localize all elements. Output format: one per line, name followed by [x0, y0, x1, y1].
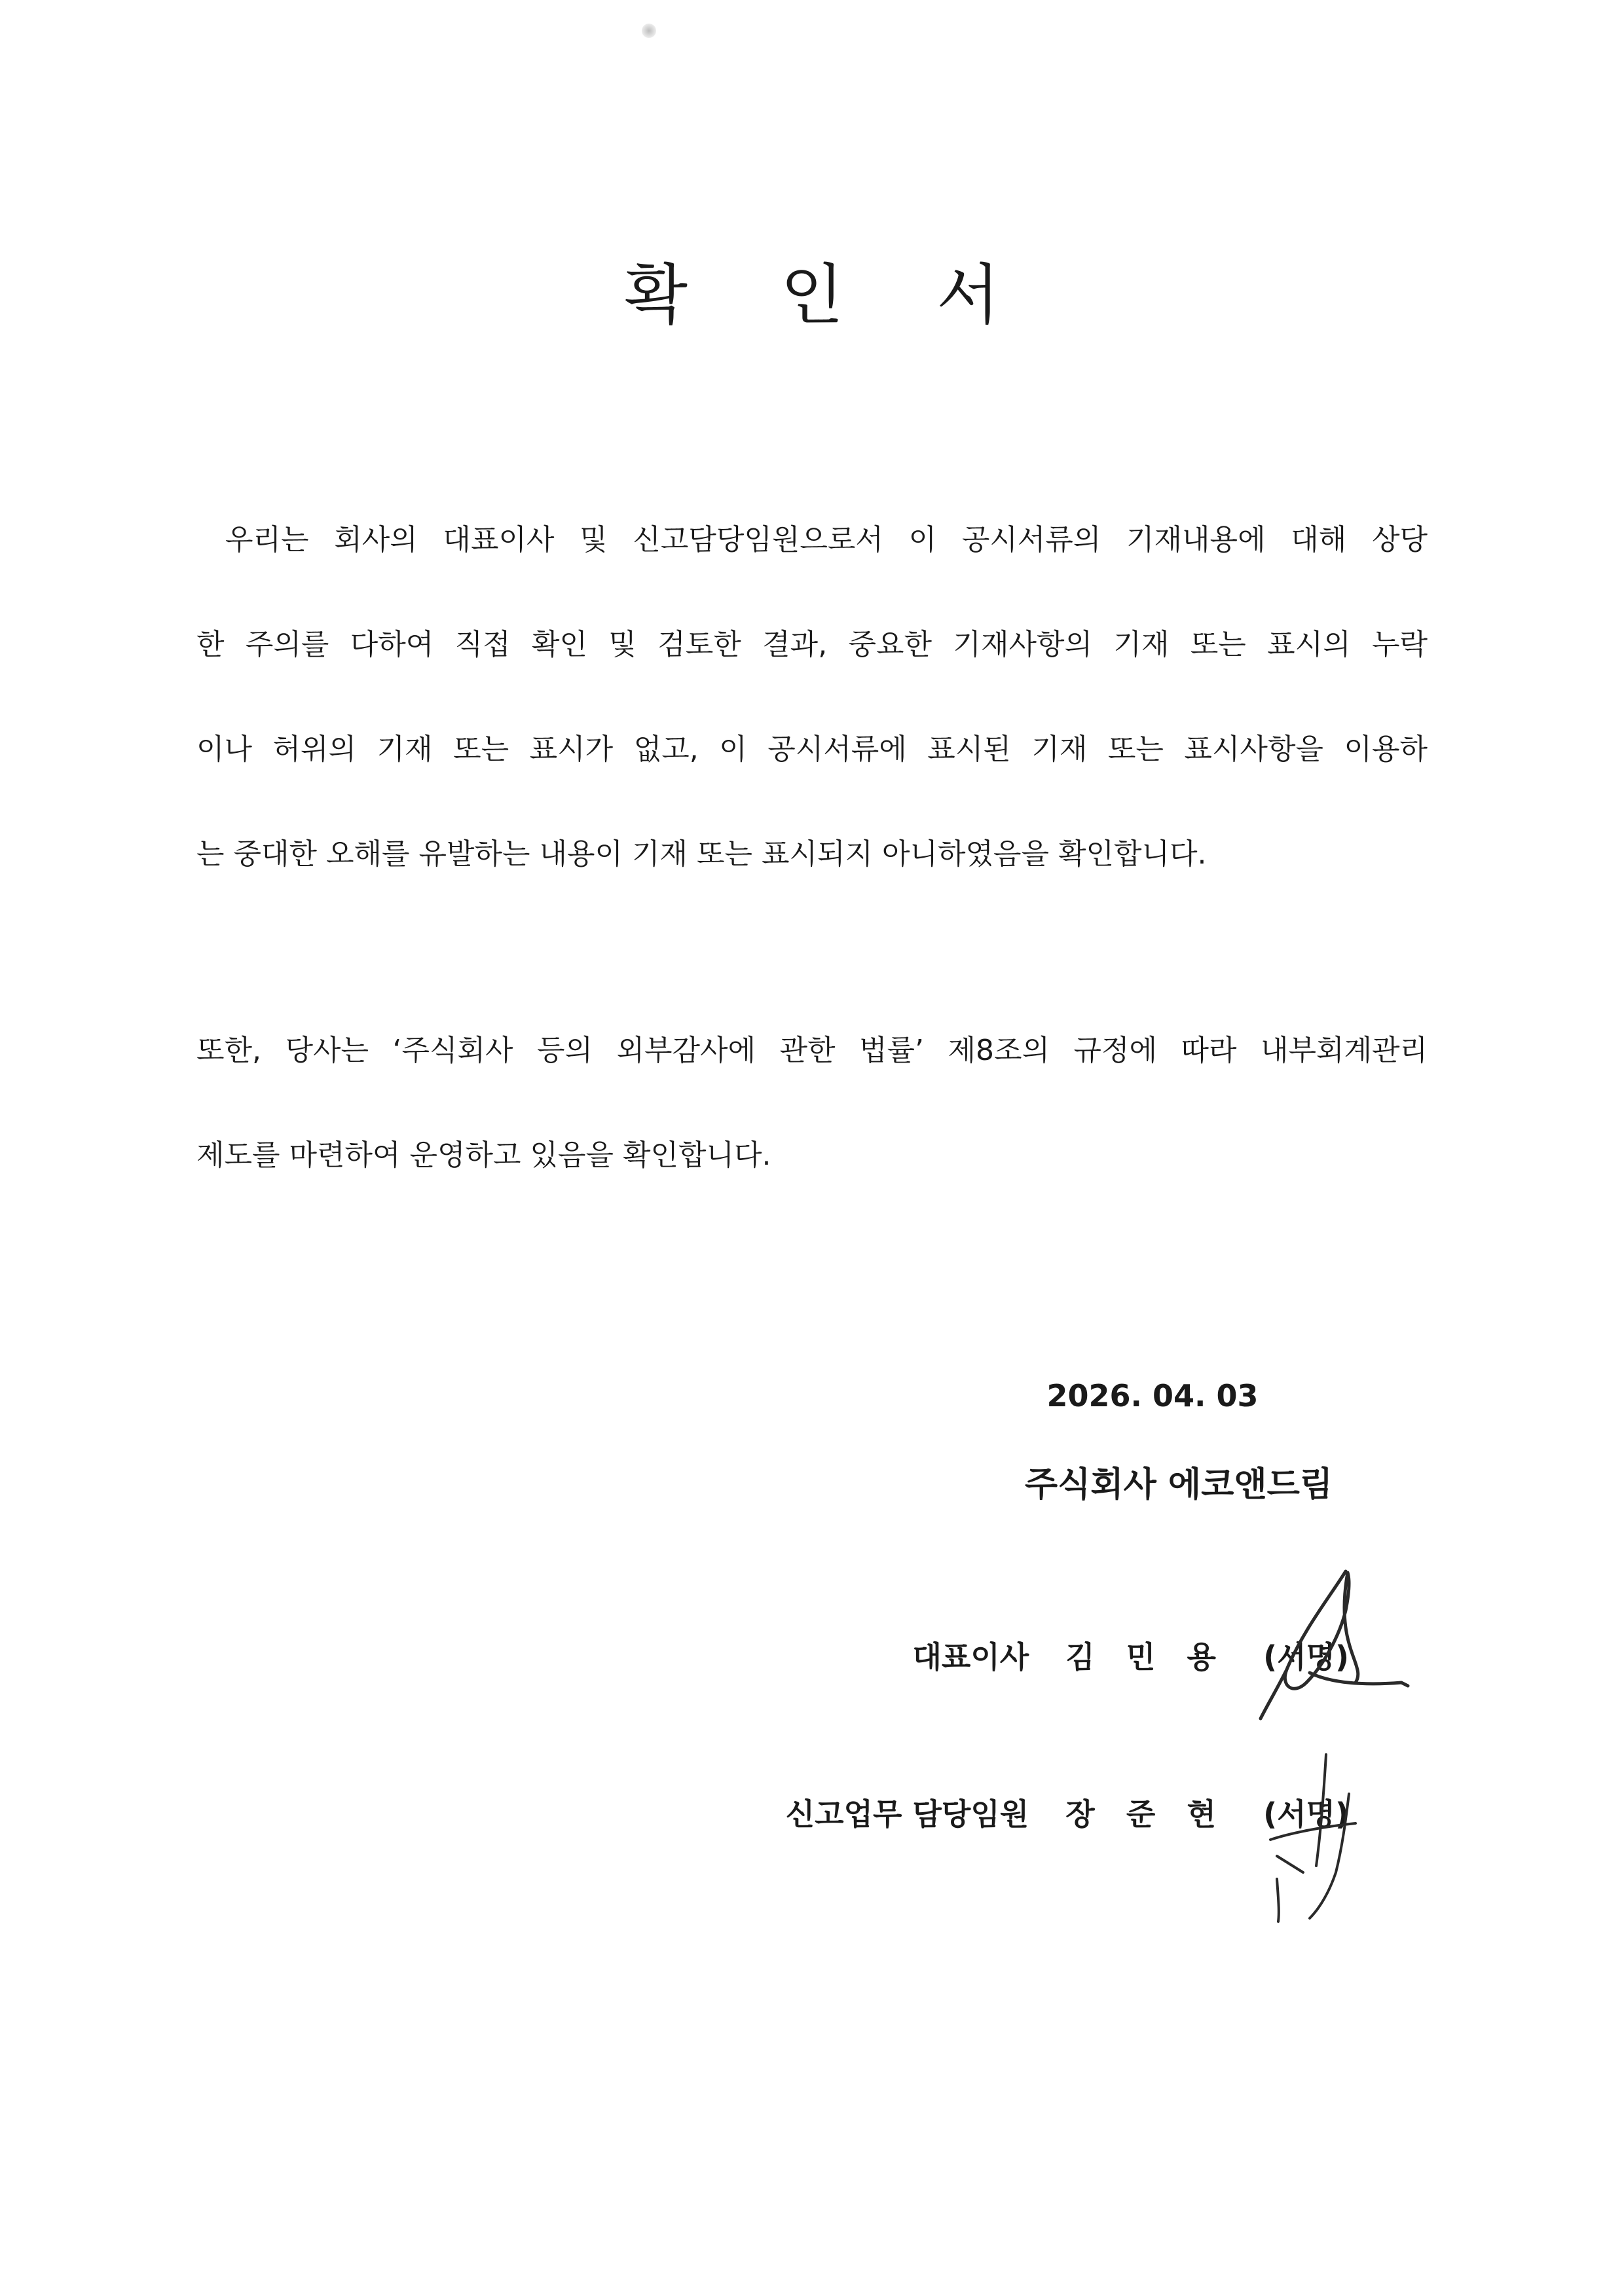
scan-speck [642, 24, 656, 38]
paragraph-line: 우리는 회사의 대표이사 및 신고담당임원으로서 이 공시서류의 기재내용에 대해 상당 [225, 523, 1428, 556]
company-name: 주식회사 에코앤드림 [1024, 1465, 1333, 1504]
paragraph-confirmation [196, 488, 1428, 907]
signature-label: (서명) [1263, 1639, 1349, 1675]
paragraph-line: 제도를 마련하여 운영하고 있음을 확인합니다. [196, 1139, 771, 1172]
signer-role: 신고업무 담당임원 [785, 1796, 1029, 1832]
paragraph-line: 한 주의를 다하여 직접 확인 및 검토한 결과, 중요한 기재사항의 기재 또는 표시의 누락 [196, 628, 1428, 661]
paragraph-line: 또한, 당사는 ‘주식회사 등의 외부감사에 관한 법률’ 제8조의 규정에 따라 내부회계관리 [196, 1034, 1428, 1067]
signer-name: 김 민 용 [1065, 1639, 1227, 1675]
signer-ceo [912, 1633, 1349, 1677]
signer-disclosure-officer [786, 1791, 1349, 1834]
signature-label: (서명) [1263, 1796, 1349, 1832]
document-title: 확 인 서 [624, 257, 1036, 333]
document-date: 2026. 04. 03 [1046, 1378, 1259, 1413]
signer-name: 장 준 현 [1065, 1796, 1227, 1832]
signer-role: 대표이사 [912, 1639, 1029, 1675]
paragraph-internal-control [196, 998, 1428, 1208]
paragraph-line: 이나 허위의 기재 또는 표시가 없고, 이 공시서류에 표시된 기재 또는 표시사항을 이용하 [196, 733, 1428, 766]
paragraph-line: 는 중대한 오해를 유발하는 내용이 기재 또는 표시되지 아니하였음을 확인합니다. [196, 837, 1207, 871]
